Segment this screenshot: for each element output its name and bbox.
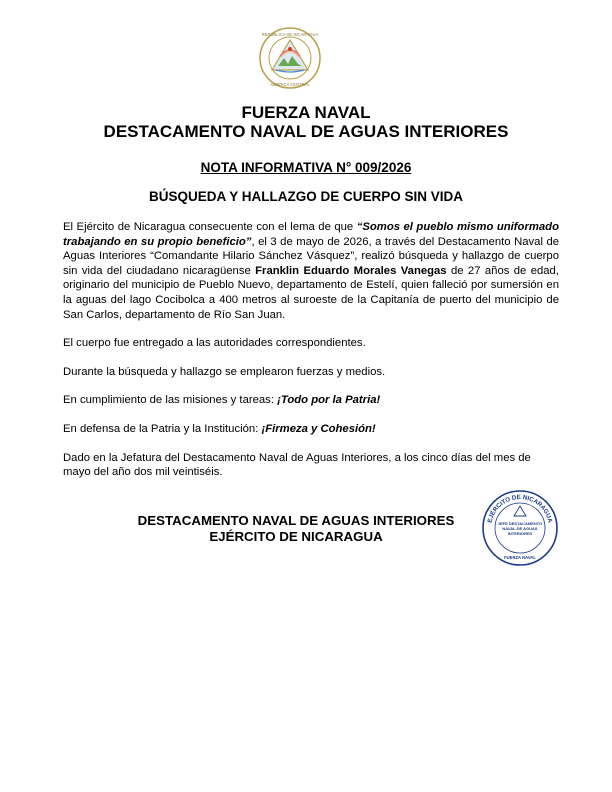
p4-text: En cumplimiento de las misiones y tareas: [63, 394, 278, 407]
svg-text:REPÚBLICA DE NICARAGUA: REPÚBLICA DE NICARAGUA [261, 32, 319, 37]
p1-text-2: , el 3 de mayo de 2026, a través del Destacamento Naval de Aguas Interiores “Comandante Hilario Sánchez Vásquez”, realizó búsqueda y hallazgo de cuerpo sin vida del ciudadano nicaragüense [63, 235, 560, 277]
stamp-center-line-3: INTERIORES [507, 531, 533, 536]
p5-text: En defensa de la Patria y la Institución: [63, 422, 262, 435]
document-body [63, 220, 559, 480]
paragraph-3: Durante la búsqueda y hallazgo se emplearon fuerzas y medios. [63, 365, 386, 378]
p1-text-3: de 27 años de edad, originario del municipio de Pueblo Nuevo, departamento de Estelí, quien falleció por sumersión en la aguas del lago Cocibolca a 400 metros al suroeste de la Capitanía de puerto del municipio de San Carlos, departamento de Río San Juan. [63, 264, 559, 321]
paragraph-1 [63, 220, 559, 322]
document-header [0, 103, 612, 141]
nota-number: NOTA INFORMATIVA N° 009/2026 [200, 160, 412, 175]
stamp-seal-icon [481, 488, 559, 568]
stamp-center-line-2: NAVAL DE AGUAS [502, 526, 538, 531]
p1-motto-quote: “Somos el pueblo mismo uniformado trabajando en su propio beneficio” [63, 221, 559, 248]
document-subtitle: BÚSQUEDA Y HALLAZGO DE CUERPO SIN VIDA [148, 189, 464, 204]
official-stamp [481, 488, 559, 568]
stamp-bottom-text: FUERZA NAVAL [504, 555, 536, 560]
coat-of-arms-icon [258, 26, 322, 90]
paragraph-5 [63, 422, 559, 437]
paragraph-2: El cuerpo fue entregado a las autoridades correspondientes. [63, 337, 366, 350]
signature-line-2: EJÉRCITO DE NICARAGUA [209, 529, 383, 544]
coat-of-arms-seal [258, 26, 322, 90]
nota-informativa-title [0, 160, 612, 175]
p1-person-name: Franklin Eduardo Morales Vanegas [255, 264, 447, 277]
p5-motto: ¡Firmeza y Cohesión! [261, 422, 376, 435]
p4-motto: ¡Todo por la Patria! [277, 394, 381, 407]
stamp-ring-text: EJÉRCITO DE NICARAGUA [486, 493, 554, 524]
signature-block [118, 513, 474, 545]
paragraph-6: Dado en la Jefatura del Destacamento Naval de Aguas Interiores, a los cinco días del mes de mayo del año dos mil veintiséis. [63, 451, 531, 479]
header-line-1: FUERZA NAVAL [241, 103, 371, 122]
paragraph-4 [63, 393, 559, 408]
signature-line-1: DESTACAMENTO NAVAL DE AGUAS INTERIORES [137, 513, 455, 528]
header-line-2: DESTACAMENTO NAVAL DE AGUAS INTERIORES [103, 122, 509, 141]
p1-text-1: El Ejército de Nicaragua consecuente con el lema de que [63, 221, 357, 233]
stamp-center-line-1: JEFE DESTACAMENTO [497, 521, 543, 526]
svg-text:AMÉRICA CENTRAL: AMÉRICA CENTRAL [270, 82, 310, 87]
